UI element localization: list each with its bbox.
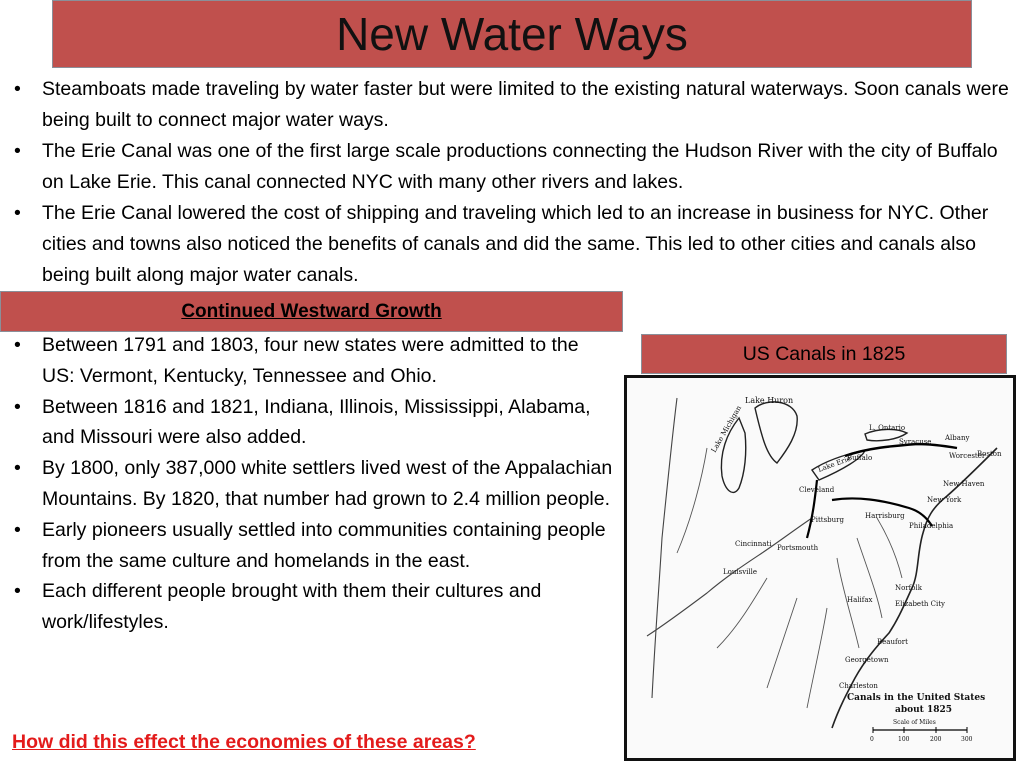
map-place-label: Lake Erie xyxy=(816,454,852,474)
growth-bullet: • Between 1791 and 1803, four new states were admitted to the US: Vermont, Kentucky, Tennessee and Ohio. xyxy=(0,330,615,392)
growth-bullet: • Each different people brought with them their cultures and work/lifestyles. xyxy=(0,576,615,638)
ohio-river xyxy=(647,518,812,636)
title-banner xyxy=(52,0,972,68)
map-place-label: Elizabeth City xyxy=(895,600,945,608)
mississippi-river xyxy=(652,398,677,698)
map-place-label: Philadelphia xyxy=(909,522,954,530)
map-place-label: Louisville xyxy=(723,568,758,576)
page-title: New Water Ways xyxy=(336,8,688,60)
intro-bullet: • The Erie Canal was one of the first large scale productions connecting the Hudson River with the city of Buffalo on Lake Erie. This canal connected NYC with many other rivers and lakes. xyxy=(0,136,1020,198)
scale-bar xyxy=(873,727,967,733)
growth-bullet: • By 1800, only 387,000 white settlers lived west of the Appalachian Mountains. By 1820, that number had grown to 2.4 million people. xyxy=(0,453,615,515)
map-place-label: New Haven xyxy=(943,480,985,488)
map-place-label: Syracuse xyxy=(899,438,932,446)
map-place-label: Beaufort xyxy=(877,638,908,646)
scale-tick-label: 200 xyxy=(930,736,942,743)
map-place-label: Cincinnati xyxy=(735,540,772,548)
map-place-label: Worcester xyxy=(949,452,986,460)
intro-bullet: • Steamboats made traveling by water faster but were limited to the existing natural waterways. Soon canals were being built to connect major water ways. xyxy=(0,74,1020,136)
growth-bullet: • Between 1816 and 1821, Indiana, Illinois, Mississippi, Alabama, and Missouri were also added. xyxy=(0,392,615,454)
map-place-label: Charleston xyxy=(839,682,878,690)
map-place-label: L. Ontario xyxy=(869,424,906,432)
scale-tick-label: 0 xyxy=(870,736,874,743)
growth-bullet-list xyxy=(0,330,615,638)
map-place-label: Albany xyxy=(945,434,970,442)
section-heading-banner xyxy=(0,291,623,332)
map-place-label: Portsmouth xyxy=(777,544,819,552)
map-place-label: Norfolk xyxy=(895,584,922,592)
map-label: US Canals in 1825 xyxy=(742,342,906,365)
map-place-label: Lake Huron xyxy=(745,396,794,405)
map-place-label: Pittsburg xyxy=(811,516,844,524)
canal-map xyxy=(624,375,1016,761)
map-caption: Canals in the United States xyxy=(847,693,986,703)
scale-tick-label: 300 xyxy=(961,736,973,743)
section-heading: Continued Westward Growth xyxy=(181,300,442,322)
scale-tick-label: 100 xyxy=(898,736,910,743)
map-place-label: Boston xyxy=(977,450,1002,458)
map-place-label: New York xyxy=(927,496,962,504)
discussion-question: How did this effect the economies of these areas? xyxy=(12,731,476,753)
canal-map-drawing xyxy=(627,378,1013,758)
map-label-banner xyxy=(641,334,1007,374)
intro-bullet: • The Erie Canal lowered the cost of shipping and traveling which led to an increase in business for NYC. Other cities and towns also noticed the benefits of canals and did the same. This led to other cities and canals also being built along major water canals. xyxy=(0,198,1020,291)
map-place-label: Georgetown xyxy=(845,656,889,664)
map-place-label: Buffalo xyxy=(847,454,873,462)
lake-huron-shape xyxy=(755,402,797,463)
map-scale-label: Scale of Miles xyxy=(893,719,936,726)
map-caption-date: about 1825 xyxy=(895,705,953,715)
growth-bullet: • Early pioneers usually settled into communities containing people from the same culture and homelands in the east. xyxy=(0,515,615,577)
map-place-label: Lake Michigan xyxy=(709,404,744,454)
map-place-label: Cleveland xyxy=(799,486,835,494)
intro-bullet-list xyxy=(0,74,1020,291)
map-place-label: Halifax xyxy=(847,596,873,604)
map-place-label: Harrisburg xyxy=(865,512,905,520)
